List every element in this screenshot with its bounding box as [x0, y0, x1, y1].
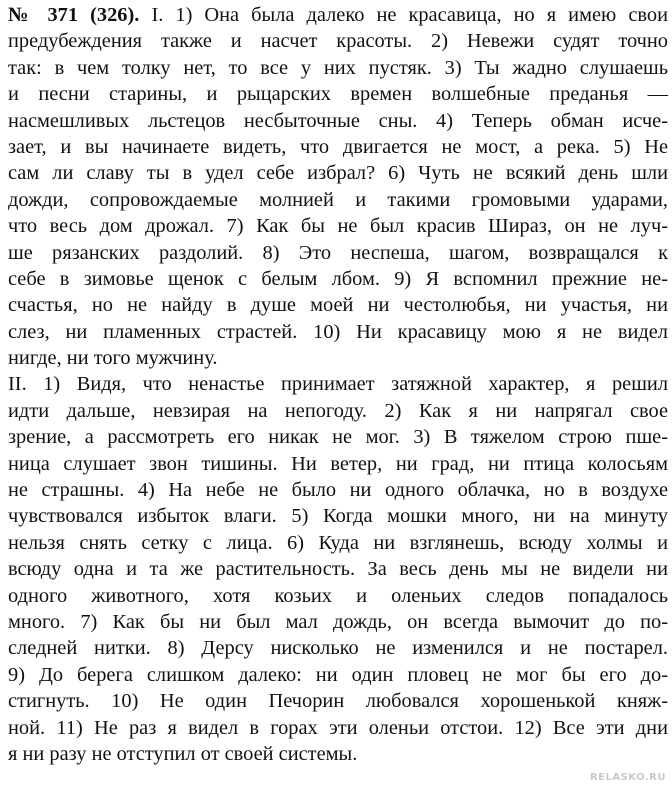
exercise-text — [8, 2, 668, 767]
text-line: предубеждения также и насчет красоты. 2) Невежи судят точно — [8, 30, 668, 53]
text-line: зрение, а рассмотреть его никак не мог. 3) В тяжелом строю пше- — [8, 426, 668, 449]
text-line: сам ли славу ты в удел себе избрал? 6) Чуть не всякий день шли — [8, 162, 668, 185]
text-line: зает, и вы начинаете видеть, что двигается не мост, а река. 5) Не — [8, 135, 668, 158]
text-line: дожди, сопровождаемые молнией и такими громовыми ударами, — [8, 188, 668, 211]
text-line: и песни старины, и рыцарских времен волшебные преданья — — [8, 83, 668, 106]
text-line: себе в зимовье щенок с белым лбом. 9) Я вспомнил прежние не- — [8, 267, 668, 290]
text-line: 9) До берега слишком далеко: ни один пловец не мог бы его до- — [8, 663, 668, 686]
text-line: следней нитки. 8) Дерсу нисколько не изменился и не постарел. — [8, 637, 668, 660]
text-line: одного животного, хотя козьих и оленьих следов попадалось — [8, 584, 668, 607]
text-line: стигнуть. 10) Не один Печорин любовался хорошенькой княж- — [8, 690, 668, 713]
text-line: счастья, но не найду в душе моей ни честолюбья, ни участья, ни — [8, 294, 668, 317]
text-line: нельзя снять сетку с лица. 6) Куда ни взглянешь, всюду холмы и — [8, 531, 668, 554]
text-line: идти дальше, невзирая на непогоду. 2) Как я ни напрягал свое — [8, 399, 668, 422]
text-line: ница слушает звон тишины. Ни ветер, ни град, ни птица колосьям — [8, 452, 668, 475]
text-line: чувствовался избыток влаги. 5) Когда мошки много, ни на минуту — [8, 505, 668, 528]
text-line: нигде, ни того мужчину. — [8, 347, 218, 370]
text-line: не страшны. 4) На небе не было ни одного облачка, но в воздухе — [8, 479, 668, 502]
exercise-number: № 371 (326). — [8, 4, 140, 26]
text-line: много. 7) Как бы ни был мал дождь, он всегда вымочит до по- — [8, 610, 668, 633]
site-watermark: RELASKO.RU — [589, 772, 666, 783]
text-line: № 371 (326). I. 1) Она была далеко не красавица, но я имею свои — [8, 4, 668, 26]
text-line: II. 1) Видя, что ненастье принимает затяжной характер, я решил — [8, 373, 668, 396]
text-line: всюду одна и та же растительность. За весь день мы не видели ни — [8, 558, 668, 581]
text-line: ше рязанских раздолий. 8) Это неспеша, шагом, возвращался к — [8, 241, 668, 264]
text-line: насмешливых льстецов несбыточные сны. 4) Теперь обман исче- — [8, 109, 668, 132]
text-line: так: в чем толку нет, то все у них пустяк. 3) Ты жадно слушаешь — [8, 56, 668, 79]
text-line: я ни разу не отступил от своей системы. — [8, 742, 358, 765]
text-line: что весь дом дрожал. 7) Как бы не был красив Шираз, он не луч- — [8, 215, 668, 238]
text-line: ной. 11) Не раз я видел в горах эти оленьи отстои. 12) Все эти дни — [8, 716, 668, 739]
text-line: слез, ни пламенных страстей. 10) Ни красавицу мою я не видел — [8, 320, 668, 343]
